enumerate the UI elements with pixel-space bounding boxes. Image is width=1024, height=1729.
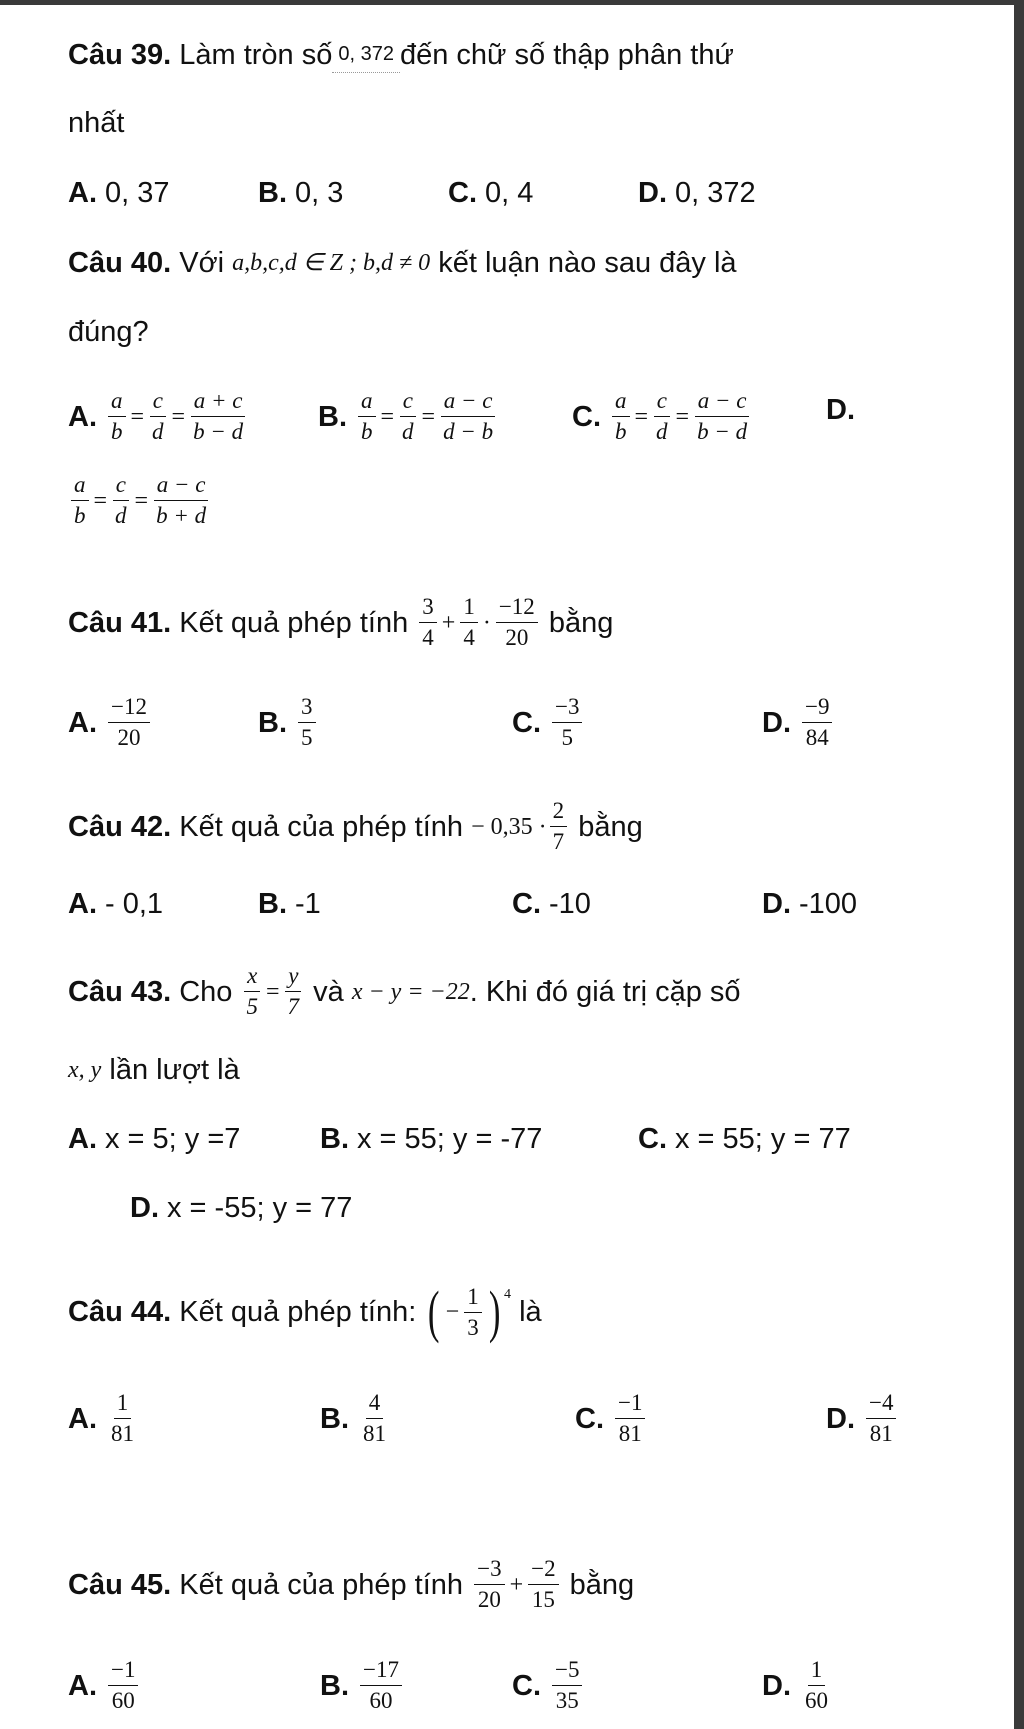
q41-text-before: Kết quả phép tính (179, 606, 409, 639)
q41-frac2-num: 1 (460, 594, 478, 623)
q43-stem (68, 963, 741, 1020)
q44-option-b[interactable] (320, 1390, 392, 1447)
q39-option-a[interactable] (68, 175, 170, 211)
q40-c-frac3-num: a − c (695, 388, 750, 417)
q44-text-after: là (519, 1296, 542, 1328)
q41-option-c-num: −3 (552, 694, 582, 723)
q41-option-d[interactable] (762, 694, 835, 751)
q40-b-frac2-num: c (400, 388, 416, 417)
q45-option-d-frac (802, 1657, 831, 1714)
q45-option-b-frac (360, 1657, 402, 1714)
q45-label: Câu 45. (68, 1568, 172, 1601)
q41-frac2-den: 4 (463, 625, 475, 650)
q44-exponent: 4 (504, 1287, 512, 1302)
q40-d-frac3-den: b + d (156, 503, 207, 528)
q42-option-b-value: -1 (295, 888, 321, 920)
q43-frac2-num: y (285, 963, 301, 992)
q43-text-line2: lần lượt là (109, 1054, 240, 1086)
q43-stem-line2 (68, 1052, 240, 1088)
q42-label: Câu 42. (68, 810, 172, 843)
q45-option-c-den: 35 (555, 1688, 579, 1713)
q42-option-d[interactable] (762, 886, 857, 922)
q41-frac3 (496, 594, 538, 651)
q40-d-frac3 (153, 472, 209, 529)
q45-frac2-den: 15 (531, 1587, 555, 1612)
q41-option-b[interactable] (258, 694, 319, 751)
q40-label: Câu 40. (68, 247, 172, 279)
q44-option-d[interactable] (826, 1390, 899, 1447)
q41-option-b-label: B. (258, 706, 287, 739)
q43-option-b-value: x = 55; y = -77 (357, 1123, 543, 1155)
q41-option-d-label: D. (762, 706, 791, 739)
q44-option-d-frac (866, 1390, 896, 1447)
q45-option-c[interactable] (512, 1657, 585, 1714)
q40-c-frac2-den: d (656, 419, 668, 444)
q42-option-a-value: - 0,1 (105, 888, 164, 920)
q41-option-c-frac (552, 694, 582, 751)
q41-option-a-num: −12 (108, 694, 150, 723)
q41-option-c[interactable] (512, 694, 585, 751)
q45-option-d-label: D. (762, 1669, 791, 1702)
q41-option-c-den: 5 (561, 725, 573, 750)
q45-option-b-num: −17 (360, 1657, 402, 1686)
q39-text-before: Làm tròn số (179, 38, 333, 71)
q41-option-d-num: −9 (802, 694, 832, 723)
q44-option-d-label: D. (826, 1402, 855, 1435)
q40-stem-line2 (68, 314, 149, 350)
q40-option-d[interactable] (826, 392, 863, 428)
q43-condition: x − y = −22 (351, 978, 470, 1005)
q43-option-a-value: x = 5; y =7 (105, 1123, 241, 1155)
q39-option-c[interactable] (448, 175, 533, 211)
q40-a-frac3-den: b − d (193, 419, 244, 444)
q42-frac-num: 2 (550, 798, 568, 827)
q43-option-c[interactable] (638, 1121, 851, 1157)
q45-text-after: bằng (569, 1568, 635, 1601)
q42-frac (550, 798, 568, 855)
q41-frac1-den: 4 (422, 625, 434, 650)
q39-option-b[interactable] (258, 175, 343, 211)
q45-frac1 (474, 1556, 504, 1613)
q39-number: 0, 372 (332, 36, 400, 73)
q41-frac3-den: 20 (505, 625, 529, 650)
q40-a-frac1-num: a (108, 388, 126, 417)
q41-option-c-label: C. (512, 706, 541, 739)
q43-frac2-den: 7 (287, 994, 300, 1019)
q39-stem (68, 36, 734, 73)
q40-option-c[interactable] (572, 388, 753, 445)
q45-stem (68, 1556, 634, 1613)
q40-d-frac1 (71, 472, 89, 529)
q39-option-a-label: A. (68, 177, 97, 209)
q40-c-eq1: = (634, 403, 649, 430)
q44-option-a-label: A. (68, 1402, 97, 1435)
q41-option-a-label: A. (68, 706, 97, 739)
q45-frac2 (528, 1556, 558, 1613)
q44-option-b-label: B. (320, 1402, 349, 1435)
q44-minus: − (445, 1299, 460, 1325)
q40-a-frac2 (149, 388, 167, 445)
q40-b-eq2: = (421, 403, 436, 430)
q44-option-a[interactable] (68, 1390, 140, 1447)
q39-text-line2: nhất (68, 107, 125, 139)
q40-a-eq1: = (130, 403, 145, 430)
q45-option-c-frac (552, 1657, 582, 1714)
q40-a-frac1-den: b (111, 419, 123, 444)
q43-option-d-label: D. (130, 1192, 159, 1224)
q40-c-frac2-num: c (654, 388, 670, 417)
q42-option-a[interactable] (68, 886, 163, 922)
q43-option-d-value: x = -55; y = 77 (167, 1192, 353, 1224)
q43-option-d[interactable] (130, 1190, 352, 1226)
q45-option-a-frac (108, 1657, 138, 1714)
q43-option-a[interactable] (68, 1121, 240, 1157)
q40-b-frac1 (358, 388, 376, 445)
q40-c-frac1-den: b (615, 419, 627, 444)
q39-option-c-label: C. (448, 177, 477, 209)
q40-c-eq2: = (675, 403, 690, 430)
q45-op: + (509, 1571, 524, 1598)
q45-option-b-label: B. (320, 1669, 349, 1702)
q41-text-after: bằng (548, 606, 614, 639)
q44-option-d-num: −4 (866, 1390, 896, 1419)
q40-option-d-label: D. (826, 394, 855, 426)
q40-d-eq1: = (93, 487, 108, 514)
q40-stem (68, 245, 737, 281)
q45-text-before: Kết quả của phép tính (179, 1568, 464, 1601)
q40-a-frac3-num: a + c (191, 388, 246, 417)
q45-option-b-den: 60 (369, 1688, 393, 1713)
q42-option-d-value: -100 (799, 888, 858, 920)
q39-option-d-value: 0, 372 (675, 177, 756, 209)
q40-d-frac1-num: a (71, 472, 89, 501)
q41-option-a-den: 20 (117, 725, 141, 750)
q45-option-a-num: −1 (108, 1657, 138, 1686)
q42-option-b-label: B. (258, 888, 287, 920)
q42-text-after: bằng (578, 810, 643, 843)
q44-option-c-num: −1 (615, 1390, 645, 1419)
q39-option-b-label: B. (258, 177, 287, 209)
q44-option-b-den: 81 (363, 1421, 386, 1446)
q41-option-b-frac (298, 694, 316, 751)
q44-frac (464, 1284, 482, 1341)
q42-option-c-value: -10 (549, 888, 591, 920)
q41-label: Câu 41. (68, 606, 172, 639)
q40-b-eq1: = (380, 403, 395, 430)
q42-option-a-label: A. (68, 888, 97, 920)
q40-c-frac2 (653, 388, 671, 445)
q44-option-a-frac (108, 1390, 137, 1447)
q41-frac1-num: 3 (419, 594, 437, 623)
q40-a-frac1 (108, 388, 126, 445)
q44-option-c[interactable] (575, 1390, 648, 1447)
q45-frac1-den: 20 (477, 1587, 501, 1612)
q43-text-after: . Khi đó giá trị cặp số (469, 975, 741, 1008)
q42-expr-prefix: − 0,35 · (471, 813, 547, 840)
q40-a-eq2: = (171, 403, 186, 430)
q40-option-d-expr[interactable] (68, 472, 212, 529)
q40-c-frac3-den: b − d (697, 419, 748, 444)
q43-option-b-label: B. (320, 1123, 349, 1155)
q43-option-b[interactable] (320, 1121, 542, 1157)
q41-option-a-frac (108, 694, 150, 751)
q44-option-c-frac (615, 1390, 645, 1447)
q39-option-d-label: D. (638, 177, 667, 209)
q39-option-a-value: 0, 37 (105, 177, 170, 209)
q40-c-frac1-num: a (612, 388, 630, 417)
q42-option-b[interactable] (258, 886, 321, 922)
q40-option-b-label: B. (318, 400, 347, 433)
q40-d-frac2-num: c (113, 472, 129, 501)
q40-d-frac2-den: d (115, 503, 127, 528)
q40-d-eq2: = (134, 487, 149, 514)
q40-condition: a,b,c,d ∈ Z ; b,d ≠ 0 (232, 250, 431, 276)
q44-label: Câu 44. (68, 1296, 172, 1328)
q43-eq: = (266, 978, 280, 1005)
q43-option-c-value: x = 55; y = 77 (675, 1123, 851, 1155)
q43-text-and: và (313, 975, 344, 1008)
q45-option-d-den: 60 (805, 1688, 828, 1713)
q40-b-frac3-num: a − c (441, 388, 496, 417)
q41-op1: + (441, 609, 456, 636)
q40-text-after: kết luận nào sau đây là (438, 247, 737, 279)
q41-option-b-num: 3 (298, 694, 316, 723)
q41-option-d-frac (802, 694, 832, 751)
q39-text-after: đến chữ số thập phân thứ (399, 38, 734, 71)
q40-text-line2: đúng? (68, 316, 149, 348)
q40-b-frac2 (399, 388, 417, 445)
q45-option-a[interactable] (68, 1657, 141, 1714)
q44-option-c-label: C. (575, 1402, 604, 1435)
q43-frac1-den: 5 (246, 994, 258, 1019)
q40-b-frac3-den: d − b (443, 419, 494, 444)
q44-option-d-den: 81 (869, 1421, 893, 1446)
q39-option-b-value: 0, 3 (295, 177, 344, 209)
q42-option-d-label: D. (762, 888, 791, 920)
q44-frac-den: 3 (467, 1314, 479, 1340)
q42-text-before: Kết quả của phép tính (179, 810, 464, 843)
q42-option-c[interactable] (512, 886, 591, 922)
q41-frac2 (460, 594, 478, 651)
q45-option-a-den: 60 (111, 1688, 135, 1713)
q40-d-frac3-num: a − c (154, 472, 209, 501)
q39-stem-line2 (68, 105, 124, 141)
q44-text-before: Kết quả phép tính: (179, 1296, 417, 1328)
q40-text-before: Với (179, 247, 225, 279)
q43-frac1 (244, 963, 262, 1020)
q45-option-c-num: −5 (552, 1657, 582, 1686)
q41-op2: · (482, 609, 491, 636)
q45-option-a-label: A. (68, 1669, 97, 1702)
q44-paren-close: ) (488, 1279, 501, 1344)
q42-option-c-label: C. (512, 888, 541, 920)
q41-option-a[interactable] (68, 694, 153, 751)
q40-b-frac3 (440, 388, 496, 445)
q40-b-frac1-den: b (361, 419, 373, 444)
q40-a-frac2-num: c (150, 388, 166, 417)
q39-label: Câu 39. (68, 38, 172, 71)
q40-d-frac1-den: b (74, 503, 86, 528)
q44-frac-num: 1 (464, 1284, 482, 1313)
q40-option-a-label: A. (68, 400, 97, 433)
q40-option-b[interactable] (318, 388, 499, 445)
q40-d-frac2 (112, 472, 130, 529)
q43-option-a-label: A. (68, 1123, 97, 1155)
q40-a-frac3 (190, 388, 246, 445)
q39-option-d[interactable] (638, 175, 756, 211)
q45-frac1-num: −3 (474, 1556, 504, 1585)
q39-option-c-value: 0, 4 (485, 177, 534, 209)
q40-c-frac3 (694, 388, 750, 445)
q45-option-d-num: 1 (808, 1657, 826, 1686)
q44-option-a-num: 1 (114, 1390, 132, 1419)
q44-option-b-frac (360, 1390, 389, 1447)
q40-b-frac2-den: d (402, 419, 414, 444)
q43-frac1-num: x (244, 963, 260, 992)
q44-option-a-den: 81 (111, 1421, 134, 1446)
q43-option-c-label: C. (638, 1123, 667, 1155)
q44-stem (68, 1279, 542, 1344)
q41-frac1 (419, 594, 437, 651)
q43-label: Câu 43. (68, 975, 172, 1008)
q45-option-c-label: C. (512, 1669, 541, 1702)
q43-frac2 (285, 963, 303, 1020)
q41-option-d-den: 84 (805, 725, 829, 750)
q42-frac-den: 7 (552, 829, 565, 854)
q43-text-before: Cho (179, 975, 233, 1008)
q45-option-b[interactable] (320, 1657, 405, 1714)
q41-frac3-num: −12 (496, 594, 538, 623)
q43-vars: x, y (68, 1057, 102, 1083)
q45-frac2-num: −2 (528, 1556, 558, 1585)
q42-stem (68, 798, 643, 855)
q41-stem (68, 594, 613, 651)
right-border (1014, 0, 1024, 1729)
q44-option-c-den: 81 (618, 1421, 642, 1446)
q40-option-a[interactable] (68, 388, 249, 445)
q40-b-frac1-num: a (358, 388, 376, 417)
q44-option-b-num: 4 (366, 1390, 384, 1419)
q44-paren-open: ( (428, 1279, 440, 1344)
q45-option-d[interactable] (762, 1657, 834, 1714)
q40-option-c-label: C. (572, 400, 601, 433)
q40-c-frac1 (612, 388, 630, 445)
q40-a-frac2-den: d (152, 419, 164, 444)
q41-option-b-den: 5 (301, 725, 313, 750)
